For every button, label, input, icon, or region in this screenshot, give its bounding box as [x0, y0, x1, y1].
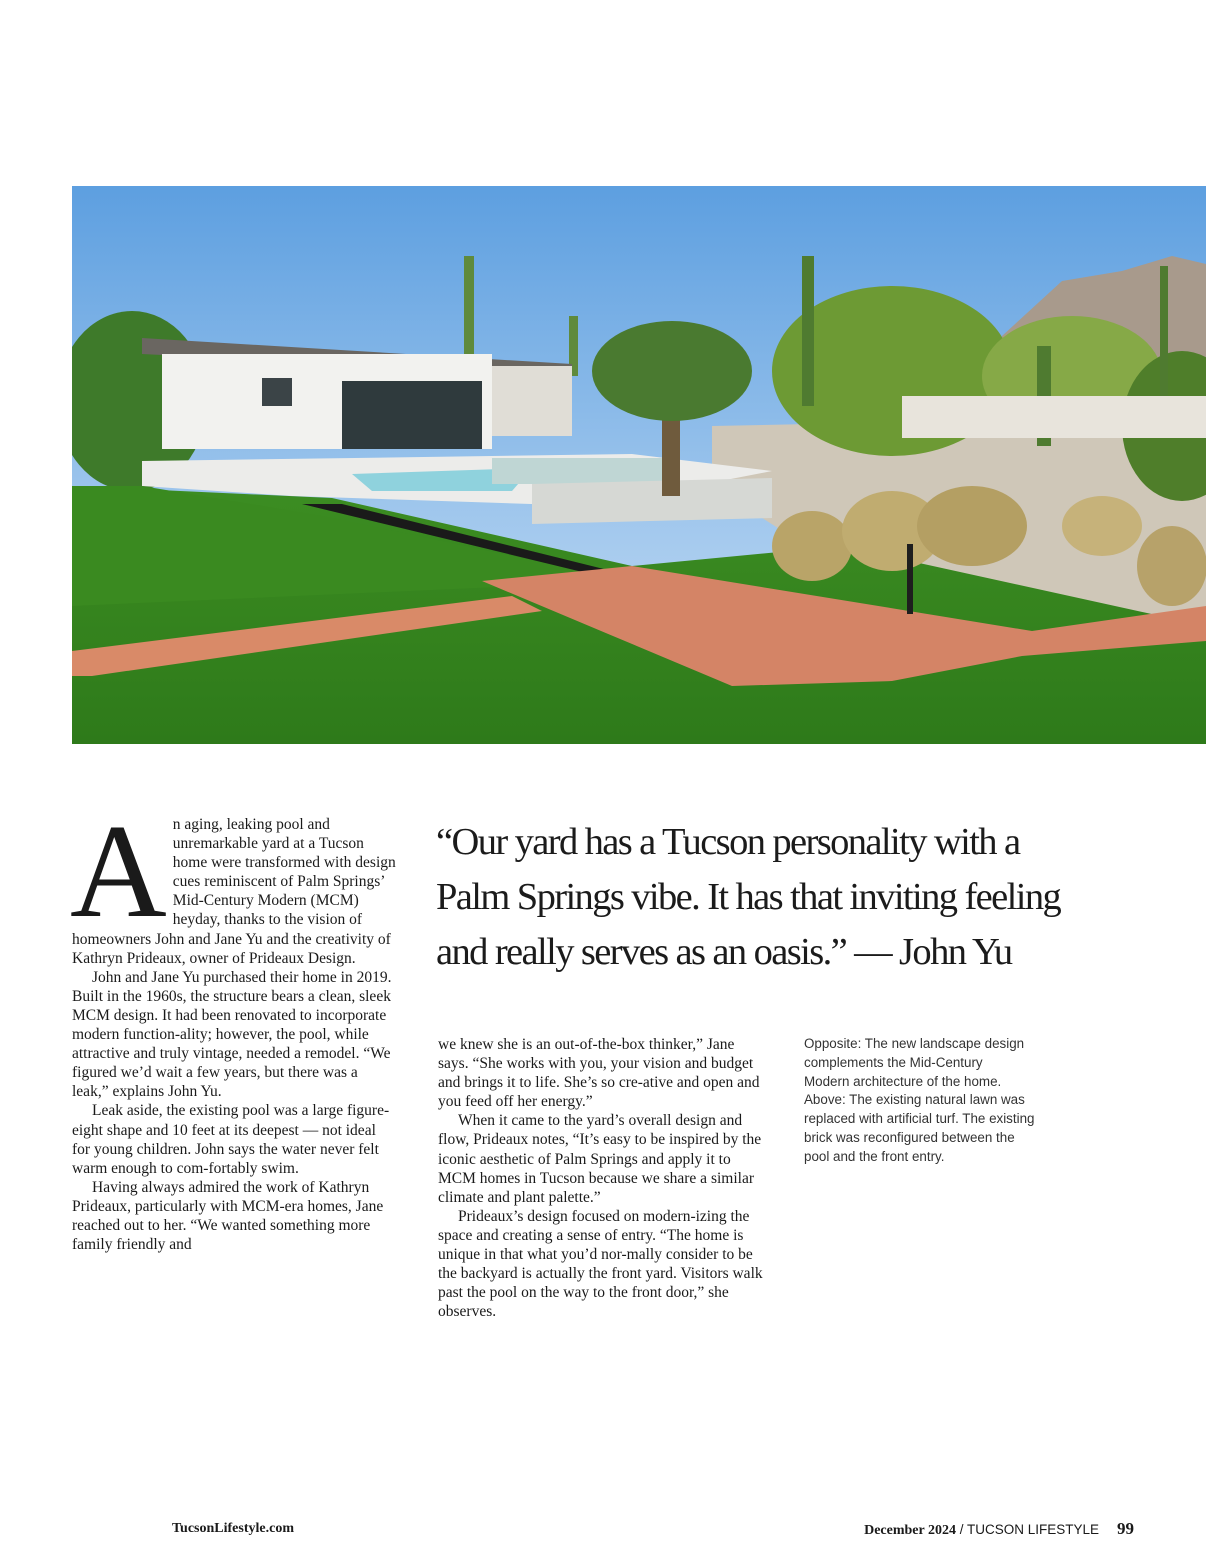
paragraph: When it came to the yard’s overall design and flow, Prideaux notes, “It’s easy to be inspired by the iconic aesthetic of Palm Springs and apply it to MCM homes in Tucson because we share a similar climate and plant palette.” [438, 1112, 762, 1206]
caption-line: complements the Mid-Century [804, 1054, 983, 1070]
footer-separator: / [955, 1522, 967, 1537]
page-number: 99 [1117, 1519, 1134, 1538]
footer-website: TucsonLifestyle.com [172, 1521, 294, 1536]
paragraph: we knew she is an out-of-the-box thinker,” Jane says. “She works with you, your vision and budget and brings it to life. She’s so cre-ative and open and you feed off her energy.” [438, 1036, 760, 1111]
footer-folio [864, 1519, 1134, 1539]
landscape-photo-icon [72, 186, 1206, 744]
pull-quote-line: “Our yard has a Tucson personality with a [436, 821, 1020, 863]
pull-quote [436, 815, 1136, 980]
footer-month: December 2024 [864, 1523, 956, 1538]
pull-quote-line: Palm Springs vibe. It has that inviting feeling [436, 876, 1061, 918]
article-column-2 [438, 1035, 765, 1321]
caption-line: brick was reconfigured between the [804, 1129, 1015, 1145]
caption-line: Above: The existing natural lawn was [804, 1092, 1025, 1108]
photo-caption [804, 1035, 1074, 1167]
caption-line: pool and the front entry. [804, 1148, 945, 1164]
caption-line: Modern architecture of the home. [804, 1073, 1002, 1089]
article-column-1 [70, 797, 396, 1254]
paragraph: Having always admired the work of Kathryn Prideaux, particularly with MCM-era homes, Jane reached out to her. “We wanted something more family friendly and [72, 1178, 384, 1254]
drop-cap: A [70, 797, 167, 945]
landscape-photo [72, 186, 1206, 744]
paragraph: Leak aside, the existing pool was a large figure-eight shape and 10 feet at its deepest — not ideal for young children. John says the water never felt warm enough to com-fortably swim. [72, 1102, 390, 1177]
opening-paragraph: An aging, leaking pool and unremarkable yard at a Tucson home were transformed with design cues reminiscent of Palm Springs’ Mid-Century Modern (MCM) heyday, thanks to the vision of homeowners John and Jane Yu and the creativity of Kathryn Prideaux, owner of Prideaux Design. [70, 797, 396, 967]
pull-quote-line: and really serves as an oasis.” — John Yu [436, 931, 1012, 973]
footer-magazine: TUCSON LIFESTYLE [966, 1522, 1099, 1537]
paragraph: John and Jane Yu purchased their home in 2019. Built in the 1960s, the structure bears a clean, sleek MCM design. It had been renovated to incorporate modern function-ality; however, the pool, while attractive and truly vintage, needed a remodel. “We figured we’d wait a few years, but there was a leak,” explains John Yu. [72, 968, 392, 1101]
paragraph: Prideaux’s design focused on modern-izing the space and creating a sense of entry. “The home is unique in that what you’d nor-mally consider to be the backyard is actually the front yard. Visitors walk past the pool on the way to the front door,” she observes. [438, 1207, 763, 1321]
caption-line: Opposite: The new landscape design [804, 1036, 1025, 1051]
caption-line: replaced with artificial turf. The existing [804, 1111, 1035, 1127]
